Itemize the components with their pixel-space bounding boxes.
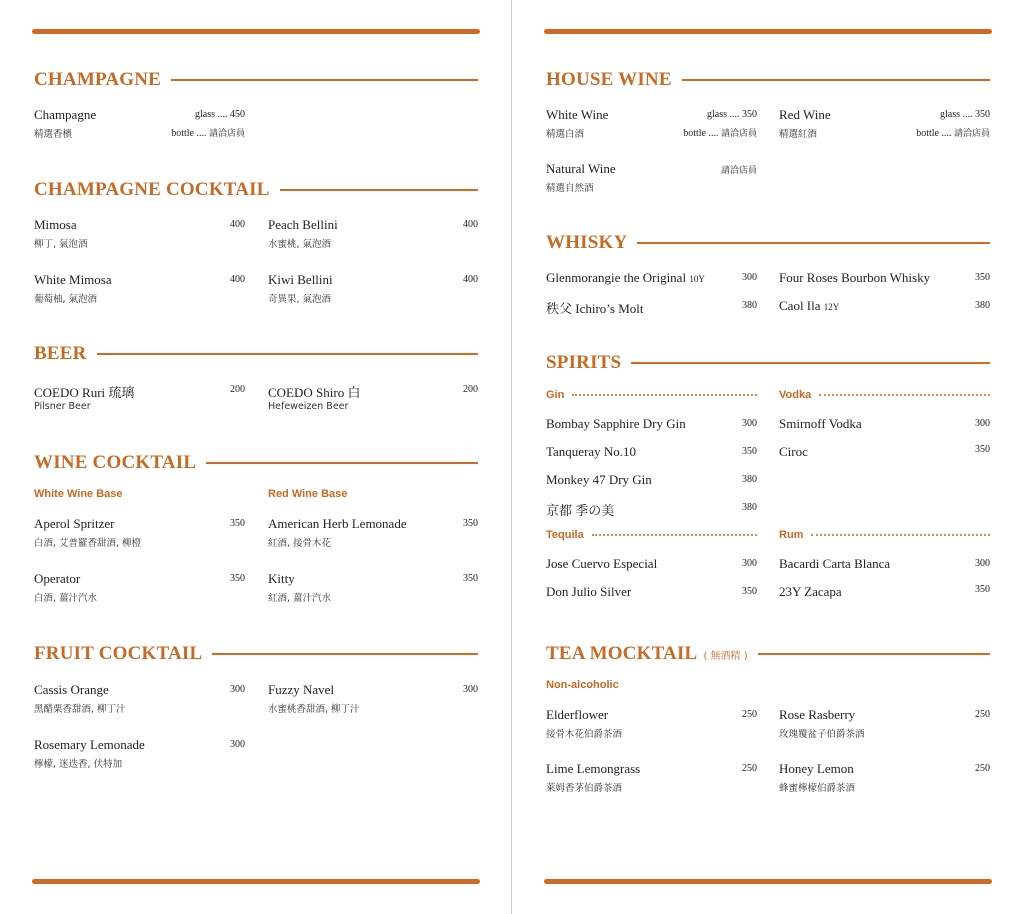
item-name: Kitty [268, 571, 295, 586]
item-name: Aperol Spritzer [34, 516, 115, 531]
item-price: 300 [975, 418, 990, 429]
bottom-accent-bar [32, 879, 480, 884]
section-fruit-cocktail [34, 642, 478, 666]
item-desc: Hefeweizen Beer [268, 401, 349, 412]
subhead-dots [811, 534, 990, 536]
subhead-rum [779, 528, 990, 542]
item-desc: 紅酒, 接骨木花 [268, 538, 332, 549]
item-name: Smirnoff Vodka [779, 416, 862, 431]
menu-item-mimosa [34, 217, 245, 249]
item-price: 300 [230, 684, 245, 695]
item-name: Four Roses Bourbon Whisky [779, 270, 931, 285]
item-name [546, 270, 705, 286]
menu-item-tanqueray [546, 444, 757, 462]
item-desc: 紅酒, 薑汁汽水 [268, 593, 332, 604]
item-price: 250 [975, 763, 990, 774]
bottle-price [916, 126, 990, 139]
subhead-label: Rum [779, 529, 804, 541]
item-price: 400 [230, 274, 245, 285]
bottle-label: bottle .... [683, 128, 721, 139]
menu-item-don-julio [546, 584, 757, 602]
menu-item-coedo-ruri [34, 382, 245, 414]
subhead-label: Non-alcoholic [546, 679, 619, 691]
item-price: 300 [230, 739, 245, 750]
item-desc: 蜂蜜檸檬伯爵茶酒 [779, 783, 856, 794]
subhead-label: Tequila [546, 529, 584, 541]
glass-label: glass .... [195, 109, 230, 120]
item-desc: 柳丁, 氣泡酒 [34, 239, 88, 250]
item-name: White Mimosa [34, 272, 112, 287]
item-desc: 玫瑰覆盆子伯爵茶酒 [779, 729, 865, 740]
section-champagne-cocktail [34, 178, 478, 202]
item-price: 300 [975, 558, 990, 569]
item-name: Elderflower [546, 707, 609, 722]
item-desc: 檸檬, 迷迭香, 伏特加 [34, 759, 123, 770]
section-rule [758, 653, 990, 655]
glass-label: glass .... [940, 109, 975, 120]
subhead-label: Red Wine Base [268, 488, 348, 500]
item-name: Fuzzy Navel [268, 682, 335, 697]
bottom-accent-bar [544, 879, 992, 884]
menu-item-kinobi [546, 500, 757, 518]
item-desc: 水蜜桃, 氣泡酒 [268, 239, 332, 250]
subhead-label: White Wine Base [34, 488, 123, 500]
section-title: WHISKY [546, 232, 628, 253]
glass-price [940, 109, 990, 120]
menu-item-american-herb-lemonade [268, 516, 478, 548]
subhead-tequila [546, 528, 757, 542]
item-name: Ciroc [779, 444, 808, 459]
item-price: 300 [463, 684, 478, 695]
item-price: 200 [230, 384, 245, 395]
section-title: BEER [34, 343, 87, 364]
item-price: 400 [463, 274, 478, 285]
item-desc: 萊姆香茅伯爵茶酒 [546, 783, 623, 794]
item-price: 300 [742, 558, 757, 569]
item-name: Rose Rasberry [779, 707, 856, 722]
item-price: 380 [742, 474, 757, 485]
item-price: 250 [742, 709, 757, 720]
item-price: 350 [975, 584, 990, 595]
section-title: HOUSE WINE [546, 69, 672, 90]
item-desc: 接骨木花伯爵茶酒 [546, 729, 623, 740]
menu-item-natural-wine [546, 161, 757, 193]
menu-item-jose-cuervo [546, 556, 757, 574]
menu-item-aperol-spritzer [34, 516, 245, 548]
section-rule [97, 353, 478, 355]
subhead-vodka [779, 388, 990, 402]
menu-item-elderflower [546, 707, 757, 739]
item-name: Monkey 47 Dry Gin [546, 472, 652, 487]
item-price: 300 [742, 418, 757, 429]
section-rule [682, 79, 990, 81]
subhead-dots [592, 534, 757, 536]
menu-item-honey-lemon [779, 761, 990, 793]
section-spirits [546, 351, 990, 375]
section-title: CHAMPAGNE COCKTAIL [34, 179, 270, 200]
glass-price [707, 109, 757, 120]
item-price: 350 [975, 272, 990, 283]
menu-item-champagne [34, 107, 245, 139]
item-price: 380 [975, 300, 990, 311]
item-name [779, 298, 839, 314]
menu-item-peach-bellini [268, 217, 478, 249]
item-price: 300 [742, 272, 757, 283]
menu-item-bacardi [779, 556, 990, 574]
menu-item-operator [34, 571, 245, 603]
item-price: 350 [742, 446, 757, 457]
item-name: Rosemary Lemonade [34, 737, 145, 752]
item-desc: 白酒, 薑汁汽水 [34, 593, 98, 604]
item-price: 200 [463, 384, 478, 395]
menu-item-red-wine [779, 107, 990, 139]
item-desc: 精選香檳 [34, 129, 73, 140]
item-price: 350 [463, 518, 478, 529]
item-price: 250 [742, 763, 757, 774]
section-title: WINE COCKTAIL [34, 452, 197, 473]
section-champagne [34, 68, 478, 92]
item-name: Natural Wine [546, 161, 616, 176]
menu-item-rose-rasberry [779, 707, 990, 739]
item-price: 請洽店員 [720, 166, 757, 176]
menu-item-rosemary-lemonade [34, 737, 245, 769]
item-desc: 精選白酒 [546, 129, 585, 140]
bottle-value: 請洽店員 [208, 129, 245, 139]
menu-item-ciroc [779, 444, 990, 462]
bottle-value: 請洽店員 [720, 129, 757, 139]
bottle-price [171, 126, 245, 139]
item-name: Mimosa [34, 217, 77, 232]
item-name: Champagne [34, 107, 97, 122]
menu-item-zacapa [779, 584, 990, 602]
item-name: 京都 季の美 [546, 503, 615, 518]
menu-item-caol-ila [779, 298, 990, 316]
item-desc: 奇異果, 氣泡酒 [268, 294, 332, 305]
bottle-price [683, 126, 757, 139]
item-name: Honey Lemon [779, 761, 854, 776]
section-rule [631, 362, 990, 364]
section-house-wine [546, 68, 990, 92]
top-accent-bar [544, 29, 992, 34]
item-name: Operator [34, 571, 81, 586]
item-name: Cassis Orange [34, 682, 109, 697]
item-price: 380 [742, 502, 757, 513]
bottle-label: bottle .... [916, 128, 954, 139]
glass-price [195, 109, 245, 120]
subhead-dots [819, 394, 990, 396]
section-tea-mocktail [546, 642, 990, 666]
menu-item-white-wine [546, 107, 757, 139]
item-size: 10Y [689, 274, 705, 284]
item-name: Kiwi Bellini [268, 272, 333, 287]
menu-item-kiwi-bellini [268, 272, 478, 304]
subhead-red-wine-base [268, 487, 478, 501]
menu-item-monkey-47 [546, 472, 757, 490]
right-menu-page [512, 0, 1024, 914]
item-desc: Pilsner Beer [34, 401, 91, 412]
menu-item-white-mimosa [34, 272, 245, 304]
item-name: COEDO Shiro 白 [268, 385, 361, 400]
item-desc: 精選紅酒 [779, 129, 818, 140]
item-price: 400 [230, 219, 245, 230]
section-rule [206, 462, 478, 464]
item-desc: 白酒, 艾普羅香甜酒, 柳橙 [34, 538, 142, 549]
item-price: 350 [742, 586, 757, 597]
menu-item-bombay-sapphire [546, 416, 757, 434]
section-note: ( 無酒精 ) [703, 650, 748, 662]
top-accent-bar [32, 29, 480, 34]
subhead-white-wine-base [34, 487, 245, 501]
item-name: Don Julio Silver [546, 584, 632, 599]
item-name: Bombay Sapphire Dry Gin [546, 416, 686, 431]
menu-item-kitty [268, 571, 478, 603]
item-name: Peach Bellini [268, 217, 338, 232]
menu-item-fuzzy-navel [268, 682, 478, 714]
subhead-label: Gin [546, 389, 565, 401]
item-price: 350 [230, 518, 245, 529]
item-price: 350 [230, 573, 245, 584]
section-rule [637, 242, 990, 244]
bottle-value: 請洽店員 [953, 129, 990, 139]
item-desc: 精選自然酒 [546, 183, 594, 194]
section-wine-cocktail [34, 451, 478, 475]
item-name: 23Y Zacapa [779, 584, 842, 599]
item-name: COEDO Ruri 琉璃 [34, 385, 135, 400]
section-rule [212, 653, 478, 655]
item-desc: 水蜜桃香甜酒, 柳丁汁 [268, 704, 360, 715]
section-whisky [546, 231, 990, 255]
section-beer [34, 342, 478, 366]
subhead-dots [572, 394, 757, 396]
item-name: Tanqueray No.10 [546, 444, 637, 459]
item-price: 350 [975, 444, 990, 455]
item-price: 380 [742, 300, 757, 311]
item-desc: 黑醋栗香甜酒, 柳丁汁 [34, 704, 126, 715]
item-price: 350 [463, 573, 478, 584]
item-name: Red Wine [779, 107, 831, 122]
section-rule [171, 79, 478, 81]
glass-value: 350 [742, 109, 757, 120]
item-name: Lime Lemongrass [546, 761, 641, 776]
item-name: Jose Cuervo Especial [546, 556, 658, 571]
item-price: 250 [975, 709, 990, 720]
section-rule [280, 189, 478, 191]
item-name-text: Glenmorangie the Original [546, 270, 687, 285]
section-title: CHAMPAGNE [34, 69, 162, 90]
glass-label: glass .... [707, 109, 742, 120]
glass-value: 350 [975, 109, 990, 120]
menu-item-ichiros-malt [546, 298, 757, 316]
section-title: FRUIT COCKTAIL [34, 643, 203, 664]
menu-item-lime-lemongrass [546, 761, 757, 793]
item-name: Bacardi Carta Blanca [779, 556, 891, 571]
item-size: 12Y [823, 302, 840, 312]
section-title: SPIRITS [546, 352, 622, 373]
bottle-label: bottle .... [171, 128, 209, 139]
subhead-non-alcoholic [546, 678, 757, 692]
glass-value: 450 [230, 109, 245, 120]
item-desc: 葡萄柚, 氣泡酒 [34, 294, 98, 305]
item-name: White Wine [546, 107, 609, 122]
menu-item-glenmorangie [546, 270, 757, 288]
item-name: 秩父 Ichiro’s Molt [546, 301, 644, 316]
menu-item-four-roses [779, 270, 990, 288]
item-name: American Herb Lemonade [268, 516, 407, 531]
item-name-text: Caol Ila [779, 298, 821, 313]
subhead-label: Vodka [779, 389, 812, 401]
menu-item-coedo-shiro [268, 382, 478, 414]
menu-item-smirnoff [779, 416, 990, 434]
item-price: 400 [463, 219, 478, 230]
subhead-gin [546, 388, 757, 402]
section-title: TEA MOCKTAIL [546, 643, 698, 664]
menu-item-cassis-orange [34, 682, 245, 714]
